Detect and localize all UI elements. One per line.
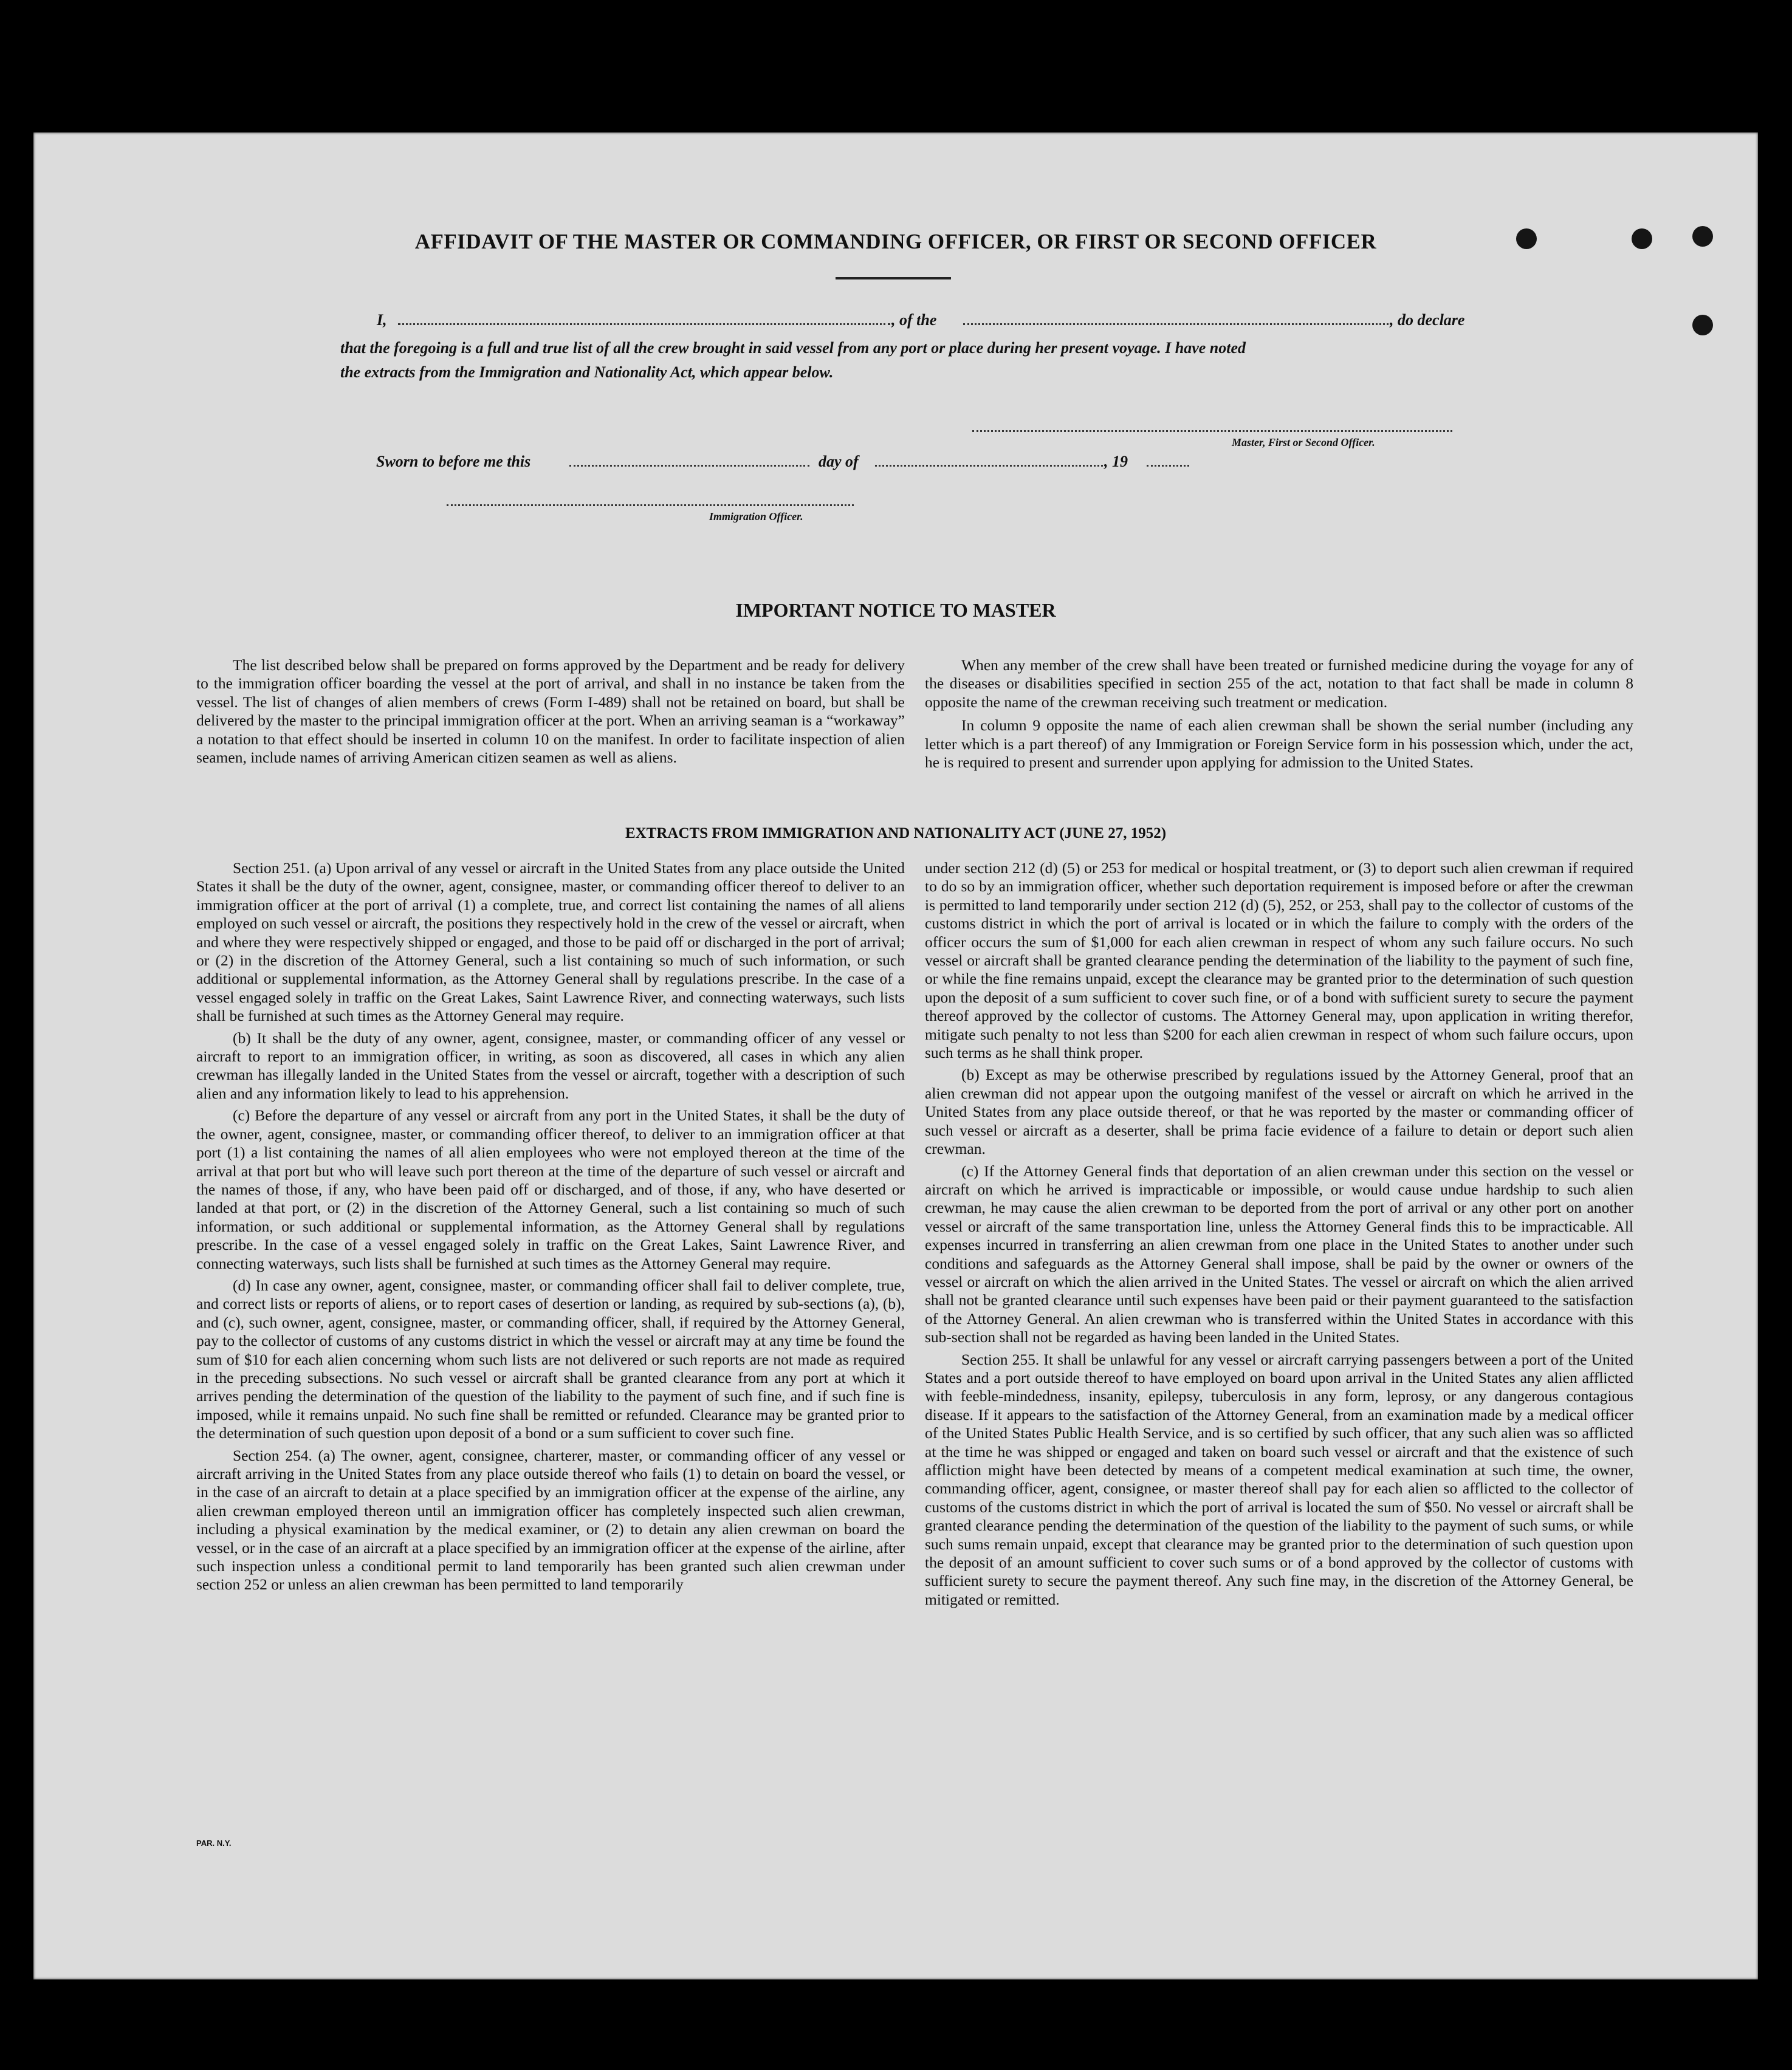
sworn-year-field[interactable] xyxy=(1147,465,1189,467)
section-paragraph: (b) Except as may be otherwise prescribed by regulations issued by the Attorney General, proof that an alien crewman did not appear upon the outgoing manifest of the vessel or aircraft on which he arrived in the United States from any place outside thereof, or that he was reported by the master or commanding officer of such vessel or aircraft as a deserter, shall be prima facie evidence of a failure to detain or deport such alien crewman. xyxy=(925,1066,1633,1158)
master-signature-field[interactable] xyxy=(972,430,1452,432)
punch-hole xyxy=(1692,315,1713,335)
officer-caption: Immigration Officer. xyxy=(709,510,803,523)
sworn-label: Sworn to before me this xyxy=(376,453,531,470)
affidavit-title: AFFIDAVIT OF THE MASTER OR COMMANDING OFFICER, OR FIRST OR SECOND OFFICER xyxy=(414,230,1377,253)
section-paragraph: Section 255. It shall be unlawful for any vessel or aircraft carrying passengers between a port of the United States and a port outside thereof to have employed on board upon arrival in the United States any alien afflicted with feeble-mindedness, insanity, epilepsy, tuberculosis in any form, leprosy, or any dangerous contagious disease. If it appears to the satisfaction of the Attorney General, from an examination made by a medical officer of the United States Public Health Service, and is so certified by such officer, that any such alien was so afflicted at the time he was shipped or engaged and taken on board such vessel or aircraft and that the existence of such affliction might have been detected by means of a competent medical examination at such time, the owner, commanding officer, agent, consignee, or master thereof shall pay for each alien so afflicted to the collector of customs of the customs district in which the port of arrival is located the sum of $50. No vessel or aircraft shall be granted clearance pending the determination of the question of the liability to the payment of such sums, or while such sums remain unpaid, except that clearance may be granted prior to the determination of such question upon the deposit of an amount sufficient to cover such sums or of a bond approved by the collector of customs with sufficient surety to secure the payment thereof. Any such fine may, in the discretion of the Attorney General, be mitigated or remitted. xyxy=(925,1350,1633,1608)
i-label: I, xyxy=(377,311,387,329)
notice-paragraph: The list described below shall be prepared on forms approved by the Department and be ready for delivery to the immigration officer boarding the vessel at the port of arrival, and shall in no instance be taken from the vessel. The list of changes of alien members of crews (Form I-489) shall not be retained on board, but shall be delivered by the master to the principal immigration officer at the port. When an arriving seaman is a “workaway” a notation to that effect should be inserted in column 10 on the manifest. In order to facilitate inspection of alien seamen, include names of arriving American citizen seamen as well as aliens. xyxy=(196,656,905,767)
do-declare-label: , do declare xyxy=(1390,311,1465,329)
sworn-month-field[interactable] xyxy=(875,465,1103,467)
of-the-label: , of the xyxy=(891,311,937,329)
year-label: , 19 xyxy=(1104,453,1128,470)
notice-paragraph: In column 9 opposite the name of each alien crewman shall be shown the serial number (including any letter which is a part thereof) of any Immigration or Foreign Service form in his possession which, under the act, he is required to present and surrender upon applying for admission to the United States. xyxy=(925,716,1633,772)
section-paragraph: (d) In case any owner, agent, consignee, master, or commanding officer shall fail to deliver complete, true, and correct lists or reports of aliens, or to report cases of desertion or landing, as required by sub-sections (a), (b), and (c), such owner, agent, consignee, master, or commanding officer, shall, if required by the Attorney General, pay to the collector of customs of any customs district in which the vessel or aircraft may at any time be found the sum of $10 for each alien concerning whom such lists are not delivered or such reports are not made as required in the preceding subsections. No such vessel or aircraft shall be granted clearance from any port at which it arrives pending the determination of the question of the liability to the payment of such fine, and if such fine is imposed, while it remains unpaid. No such fine shall be remitted or refunded. Clearance may be granted prior to the determination of such question upon deposit of a bond or a sum sufficient to cover such fine. xyxy=(196,1276,905,1442)
declaration-line-2: that the foregoing is a full and true list of all the crew brought in said vessel from any port or place during her present voyage. I have noted xyxy=(340,339,1246,357)
extracts-title: EXTRACTS FROM IMMIGRATION AND NATIONALITY ACT (JUNE 27, 1952) xyxy=(625,825,1167,841)
sworn-day-field[interactable] xyxy=(569,465,809,467)
day-of-label: day of xyxy=(819,453,859,470)
section-paragraph: (c) Before the departure of any vessel or aircraft from any port in the United States, it shall be the duty of the owner, agent, consignee, master, or commanding officer thereof, to deliver to an immigration officer at that port (1) a list containing the names of all alien employees who were not employed thereon at the time of the arrival at that port but who will leave such port thereon at the time of the departure of such vessel or aircraft and the names of those, if any, who have been paid off or discharged, and of those, if any, who have deserted or landed at that port, or (2) in the discretion of the Attorney General, such a list containing so much of such information, or such additional or supplemental information, as the Attorney General shall by regulations prescribe. In the case of a vessel engaged solely in traffic on the Great Lakes, Saint Lawrence River, and connecting waterways, such lists shall be furnished at such times as the Attorney General may require. xyxy=(196,1106,905,1272)
section-paragraph: Section 254. (a) The owner, agent, consignee, charterer, master, or commanding officer of any vessel or aircraft arriving in the United States from any place outside thereof who fails (1) to detain on board the vessel, or in the case of an aircraft to detain at a place specified by an immigration officer at the expense of the airline, any alien crewman employed thereon until an immigration officer has completely inspected such alien crewman, including a physical examination by the medical examiner, or (2) to detain any alien crewman on board the vessel, or in the case of an aircraft at a place specified by an immigration officer at the expense of the airline, after such inspection unless a conditional permit to land temporarily has been granted such alien crewman under section 252 or unless an alien crewman has been permitted to land temporarily xyxy=(196,1446,905,1594)
notice-paragraph: When any member of the crew shall have been treated or furnished medicine during the voyage for any of the diseases or disabilities specified in section 255 of the act, notation to that fact shall be made in column 8 opposite the name of the crewman receiving such treatment or medication. xyxy=(925,656,1633,711)
officer-signature-field[interactable] xyxy=(447,504,854,506)
section-paragraph: (b) It shall be the duty of any owner, agent, consignee, master, or commanding officer of any vessel or aircraft to report to an immigration officer, in writing, as soon as discovered, all cases in which any alien crewman has illegally landed in the United States from the vessel or aircraft, together with a description of such alien and any information likely to lead to his apprehension. xyxy=(196,1029,905,1102)
notice-title: IMPORTANT NOTICE TO MASTER xyxy=(735,599,1056,621)
section-paragraph: Section 251. (a) Upon arrival of any vessel or aircraft in the United States from any place outside the United States it shall be the duty of the owner, agent, consignee, master, or commanding officer thereof to deliver to an immigration officer at the port of arrival (1) a complete, true, and correct list containing the names of all aliens employed on such vessel or aircraft, the positions they respectively hold in the crew of the vessel or aircraft, when and where they were respectively shipped or engaged, and those to be paid off or discharged in the port of arrival; or (2) in the discretion of the Attorney General, such a list containing so much of such information, or such additional or supplemental information, as the Attorney General shall by regulations prescribe. In the case of a vessel engaged solely in traffic on the Great Lakes, Saint Lawrence River, and connecting waterways, such lists shall be furnished at such times as the Attorney General may require. xyxy=(196,859,905,1025)
notice-right-column xyxy=(925,656,1633,775)
section-paragraph: (c) If the Attorney General finds that deportation of an alien crewman under this section on the vessel or aircraft on which he arrived is impracticable or impossible, or would cause undue hardship to such alien crewman, he may cause the alien crewman to be deported from the port of arrival or any other port on another vessel or aircraft of the same transportation line, unless the Attorney General finds this to be impracticable. All expenses incurred in transferring an alien crewman from one place in the United States to another under such conditions and safeguards as the Attorney General shall impose, shall be paid by the owner or owners of the vessel or aircraft on which the alien arrived in the United States. The vessel or aircraft on which the alien arrived shall not be granted clearance until such expenses have been paid or their payment guaranteed to the satisfaction of the Attorney General. An alien crewman who is transferred within the United States in accordance with this sub-section shall not be regarded as having been landed in the United States. xyxy=(925,1162,1633,1346)
extracts-right-column xyxy=(925,859,1633,1612)
notice-left-column xyxy=(196,656,905,770)
form-page xyxy=(33,132,1758,1979)
printer-mark: PAR. N.Y. xyxy=(196,1839,232,1848)
declaration-line-3: the extracts from the Immigration and Nationality Act, which appear below. xyxy=(340,363,834,381)
vessel-field[interactable] xyxy=(963,323,1389,325)
section-paragraph: under section 212 (d) (5) or 253 for medical or hospital treatment, or (3) to deport such alien crewman if required to do so by an immigration officer, whether such deportation requirement is imposed before or after the crewman is permitted to land temporarily under section 212 (d) (5), 252, or 253, shall pay to the collector of customs of the customs district in which the port of arrival is located or in which the failure to comply with the orders of the officer occurs the sum of $1,000 for each alien crewman in respect of whom any such failure occurs. No such vessel or aircraft shall be granted clearance pending the determination of the liability to the payment of such fine, or while the fine remains unpaid, except the clearance may be granted prior to the determination of such question upon the deposit of a sum sufficient to cover such fine, or of a bond with sufficient surety to secure the payment thereof approved by the collector of customs. The Attorney General may, upon application in writing therefor, mitigate such penalty to not less than $200 for each alien crewman in respect of whom such failure occurs, upon such terms as he shall think proper. xyxy=(925,859,1633,1062)
name-field[interactable] xyxy=(398,323,890,325)
title-rule xyxy=(836,277,951,279)
master-caption: Master, First or Second Officer. xyxy=(1232,436,1375,448)
extracts-left-column xyxy=(196,859,905,1598)
